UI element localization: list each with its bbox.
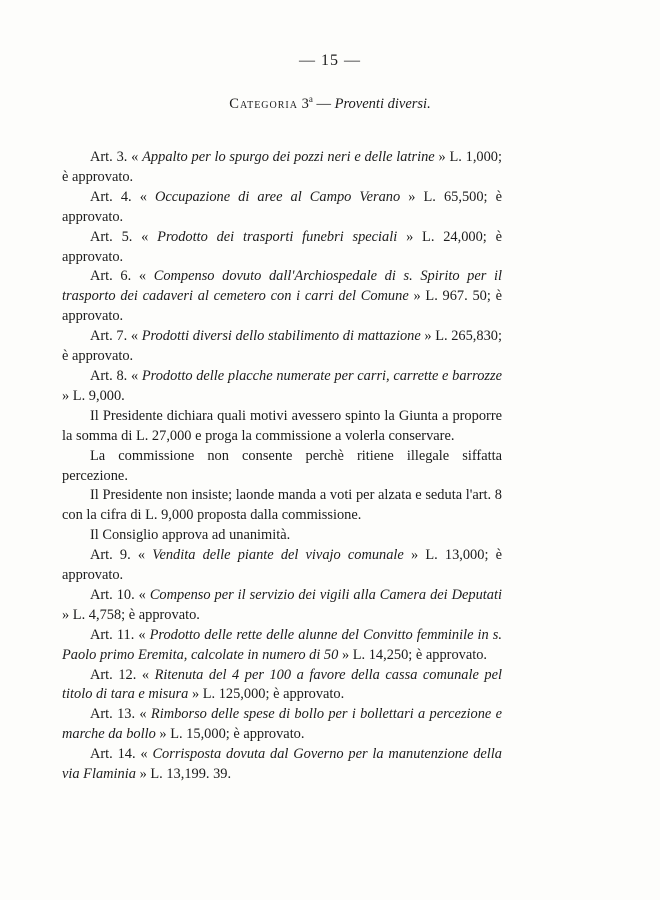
header-dash: — (312, 95, 335, 112)
section-title: Proventi diversi. (334, 95, 431, 112)
paragraph: Il Presidente non insiste; laonde manda a voti per alzata e seduta l'art. 8 con la cifra di L. 9,000 proposta dalla commissione. (62, 487, 502, 524)
paragraph: Art. 14. « Corrisposta dovuta dal Governo per la manutenzione della via Flaminia » L. 13,199. 39. (62, 746, 502, 783)
paragraph: Art. 6. « Compenso dovuto dall'Archiospedale di s. Spirito per il trasporto dei cadaveri al cemetero con i carri del Comune » L. 967. 50; è approvato. (62, 268, 503, 325)
paragraph: Art. 8. « Prodotto delle placche numerate per carri, carrette e barrozze » L. 9,000. (62, 367, 502, 404)
page-number: — 15 — (299, 52, 361, 69)
paragraph: La commissione non consente perchè ritiene illegale siffatta percezione. (62, 447, 502, 484)
paragraph: Art. 5. « Prodotto dei trasporti funebri speciali » L. 24,000; è approvato. (62, 228, 502, 265)
paragraph: Art. 12. « Ritenuta del 4 per 100 a favore della cassa comunale pel titolo di tara e misura » L. 125,000; è approvato. (62, 666, 502, 703)
paragraph: Art. 13. « Rimborso delle spese di bollo per i bollettari a percezione e marche da bollo » L. 15,000; è approvato. (62, 706, 502, 743)
paragraph: Art. 9. « Vendita delle piante del vivajo comunale » L. 13,000; è approvato. (62, 547, 502, 584)
category-number: 3$^a$ (301, 94, 313, 112)
paragraph: Art. 4. « Occupazione di aree al Campo Verano » L. 65,500; è approvato. (62, 188, 502, 225)
paragraph: Art. 10. « Compenso per il servizio dei vigili alla Camera dei Deputati » L. 4,758; è approvato. (62, 586, 502, 623)
section-header (0, 94, 660, 113)
paragraph: Art. 3. « Appalto per lo spurgo dei pozzi neri e delle latrine » L. 1,000; è approvato. (62, 149, 502, 185)
document-body (62, 148, 502, 785)
paragraph: Art. 11. « Prodotto delle rette delle alunne del Convitto femminile in s. Paolo primo Eremita, calcolate in numero di 50 » L. 14,250; è approvato. (62, 626, 502, 663)
paragraph: Il Presidente dichiara quali motivi avessero spinto la Giunta a proporre la somma di L. 27,000 e proga la commissione a volerla conservare. (62, 407, 502, 444)
paragraph: Art. 7. « Prodotti diversi dello stabilimento di mattazione » L. 265,830; è approvato. (62, 328, 502, 365)
category-label: Categoria (229, 95, 298, 112)
paragraph: Il Consiglio approva ad unanimità. (90, 527, 291, 544)
